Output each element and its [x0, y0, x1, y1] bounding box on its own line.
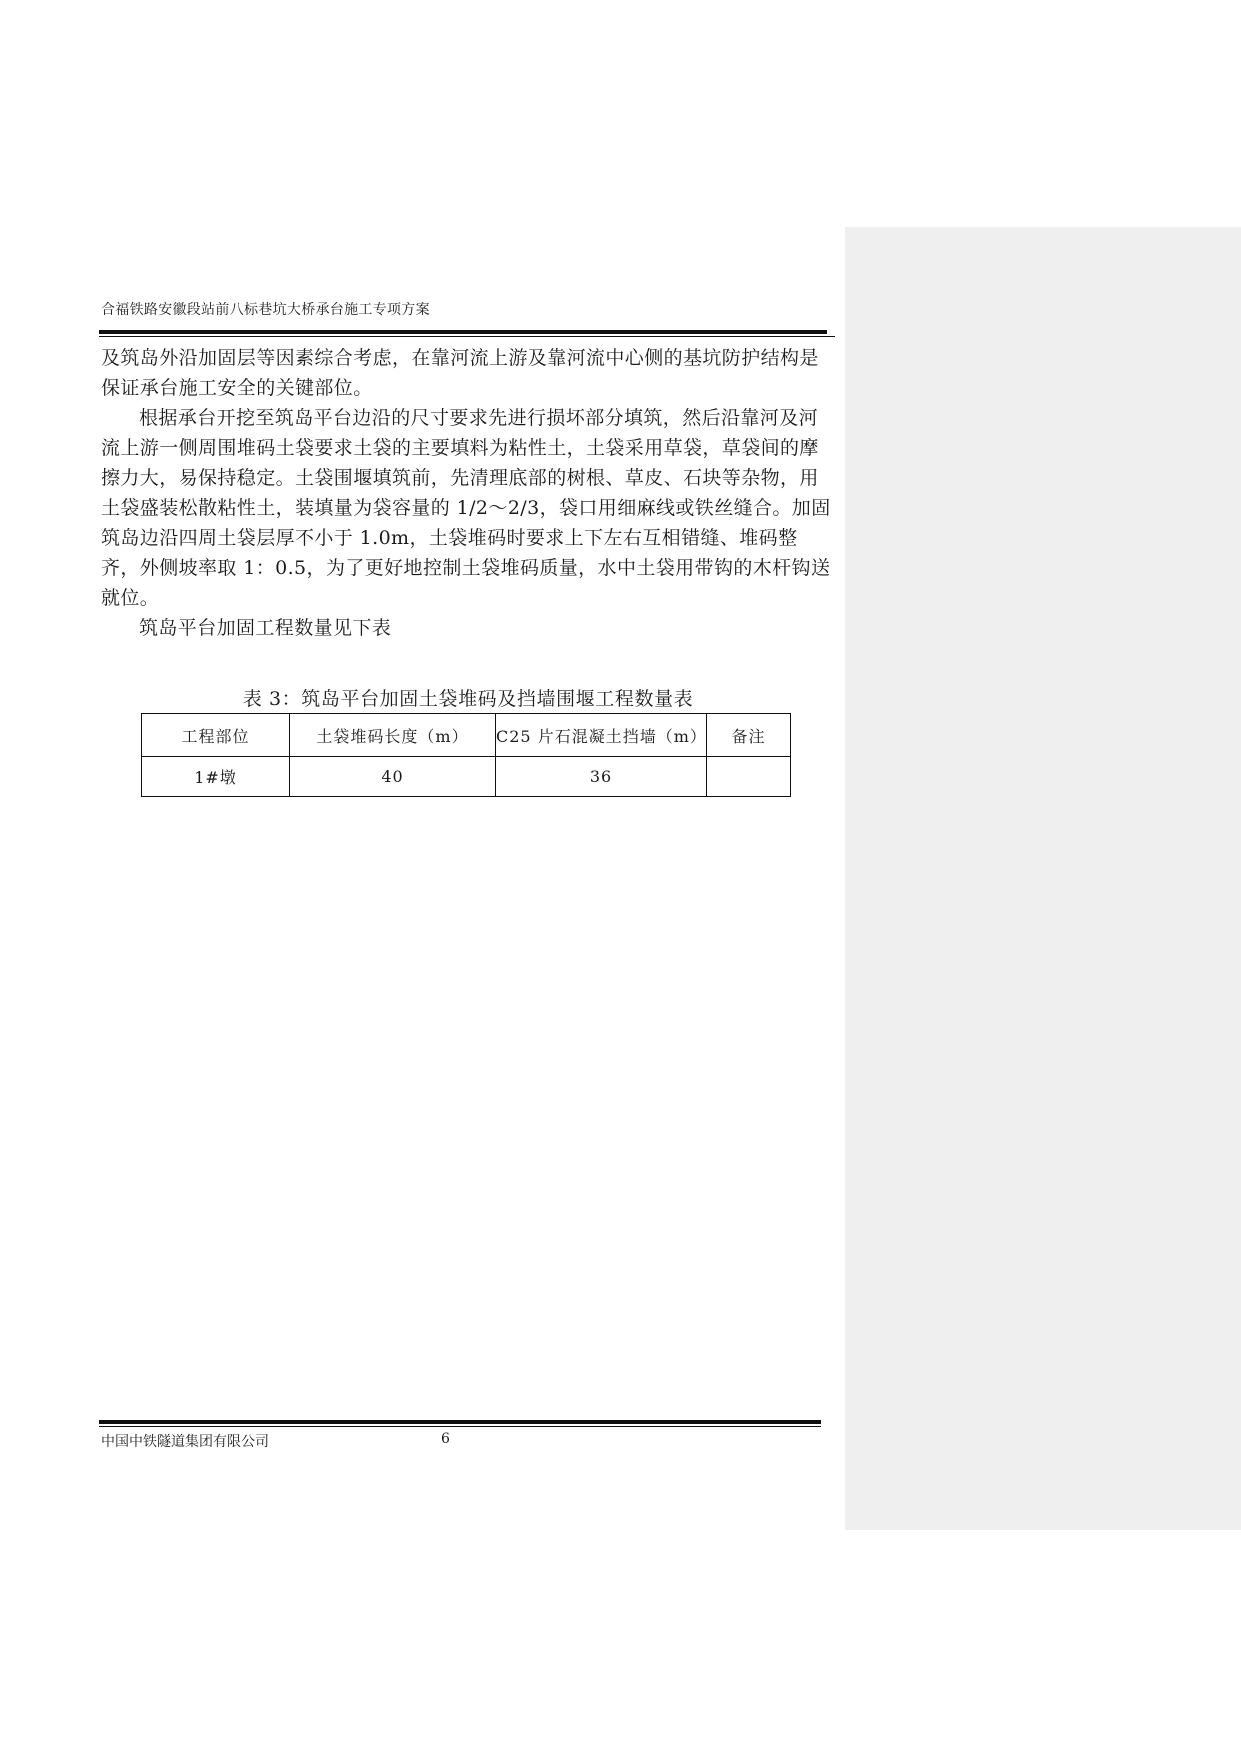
table-caption: 表 3：筑岛平台加固土袋堆码及挡墙围堰工程数量表: [242, 688, 694, 710]
table-cell: 36: [496, 757, 707, 797]
body-paragraph: 根据承台开挖至筑岛平台边沿的尺寸要求先进行损坏部分填筑，然后沿靠河及河流上游一侧周围堆码土袋要求土袋的主要填料为粘性土，土袋采用草袋，草袋间的摩擦力大，易保持稳定。土袋围堰填筑前，先清理底部的树根、草皮、石块等杂物，用土袋盛装松散粘性土，装填量为袋容量的 1/2～2/3，袋口用细麻线或铁丝缝合。加固筑岛边沿四周土袋层厚不小于 1.0m，土袋堆码时要求上下左右互相错缝、堆码整齐，外侧坡率取 1：0.5，为了更好地控制土袋堆码质量，水中土袋用带钩的木杆钩送就位。: [101, 407, 831, 609]
footer-rule: [99, 1420, 821, 1424]
header-rule: [99, 330, 827, 334]
table-header-cell: 备注: [707, 714, 791, 757]
table-header-row: [142, 714, 791, 757]
quantity-table: [141, 713, 791, 797]
table-header-cell: 土袋堆码长度（m）: [290, 714, 496, 757]
document-body: [101, 343, 835, 643]
table-row: [142, 757, 791, 797]
body-paragraph: 筑岛平台加固工程数量见下表: [139, 617, 392, 639]
body-paragraph: 及筑岛外沿加固层等因素综合考虑，在靠河流上游及靠河流中心侧的基坑防护结构是保证承台施工安全的关键部位。: [101, 347, 819, 399]
table-cell: 1#墩: [142, 757, 290, 797]
header-rule-thin: [99, 336, 835, 337]
table-cell: 40: [290, 757, 496, 797]
page-header-title: 合福铁路安徽段站前八标巷坑大桥承台施工专项方案: [101, 302, 430, 318]
page-number: 6: [441, 1431, 450, 1447]
table-header-cell: 工程部位: [142, 714, 290, 757]
footer-company: 中国中铁隧道集团有限公司: [101, 1434, 269, 1450]
footer-rule-thin: [99, 1426, 821, 1427]
comment-pane: [845, 227, 1241, 1530]
table-cell: [707, 757, 791, 797]
table-header-cell: C25 片石混凝土挡墙（m）: [496, 714, 707, 757]
